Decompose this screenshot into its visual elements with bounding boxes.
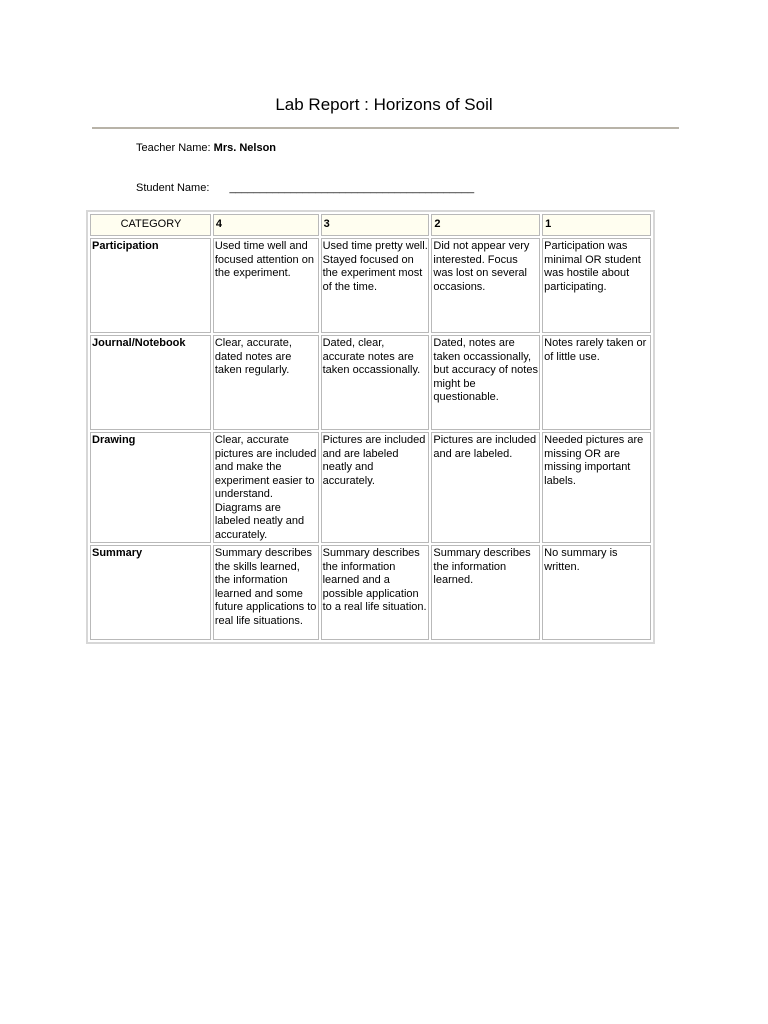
summary-score-1: No summary is written. — [542, 545, 651, 640]
rubric-row-drawing — [90, 432, 651, 543]
participation-score-4: Used time well and focused attention on the experiment. — [213, 238, 319, 333]
summary-score-4: Summary describes the skills learned, the information learned and some future applications to real life situations. — [213, 545, 319, 640]
header-category: CATEGORY — [90, 214, 211, 236]
summary-score-2: Summary describes the information learned. — [431, 545, 540, 640]
participation-score-1: Participation was minimal OR student was hostile about participating. — [542, 238, 651, 333]
journal-score-4: Clear, accurate, dated notes are taken regularly. — [213, 335, 319, 430]
journal-score-1: Notes rarely taken or of little use. — [542, 335, 651, 430]
student-name-label: Student Name: — [136, 182, 210, 194]
drawing-score-1: Needed pictures are missing OR are missing important labels. — [542, 432, 651, 543]
journal-score-3: Dated, clear, accurate notes are taken occassionally. — [321, 335, 430, 430]
teacher-name-value: Mrs. Nelson — [213, 142, 277, 154]
header-score-3: 3 — [321, 214, 430, 236]
category-summary: Summary — [90, 545, 211, 640]
teacher-name-label: Teacher Name: — [136, 142, 211, 154]
rubric-table — [86, 210, 655, 644]
category-journal-notebook: Journal/Notebook — [90, 335, 211, 430]
teacher-name-field — [136, 141, 276, 155]
drawing-score-3: Pictures are included and are labeled neatly and accurately. — [321, 432, 430, 543]
category-participation: Participation — [90, 238, 211, 333]
rubric-row-summary — [90, 545, 651, 640]
journal-score-2: Dated, notes are taken occassionally, but accuracy of notes might be questionable. — [431, 335, 540, 430]
rubric-header-row — [90, 214, 651, 236]
header-score-1: 1 — [542, 214, 651, 236]
category-drawing: Drawing — [90, 432, 211, 543]
page-title: Lab Report : Horizons of Soil — [275, 95, 493, 114]
title-divider — [92, 127, 679, 129]
participation-score-3: Used time pretty well. Stayed focused on the experiment most of the time. — [321, 238, 430, 333]
rubric-row-participation — [90, 238, 651, 333]
drawing-score-2: Pictures are included and are labeled. — [431, 432, 540, 543]
student-name-field — [136, 181, 474, 195]
header-score-4: 4 — [213, 214, 319, 236]
student-name-blank: ________________________________________ — [229, 182, 475, 194]
drawing-score-4: Clear, accurate pictures are included and make the experiment easier to understand. Diagrams are labeled neatly and accurately. — [213, 432, 319, 543]
summary-score-3: Summary describes the information learned and a possible application to a real life situation. — [321, 545, 430, 640]
participation-score-2: Did not appear very interested. Focus was lost on several occasions. — [431, 238, 540, 333]
header-score-2: 2 — [431, 214, 540, 236]
rubric-row-journal — [90, 335, 651, 430]
